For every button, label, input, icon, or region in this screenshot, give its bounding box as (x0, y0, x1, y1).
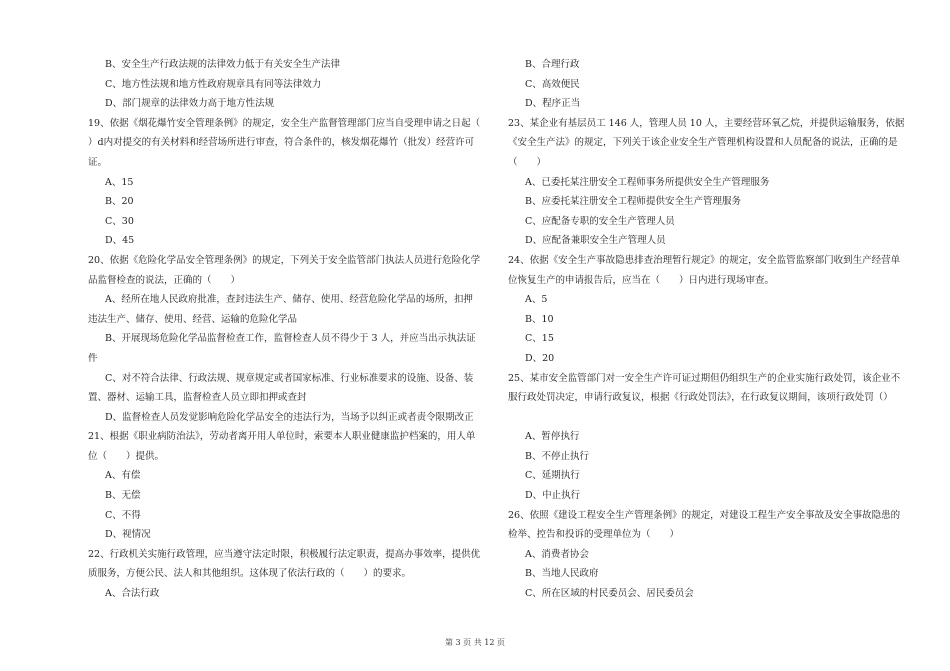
answer-option: C、15 (525, 333, 554, 345)
answer-option: C、延期执行 (525, 470, 580, 482)
question-text: 23、某企业有基层员工 146 人，管理人员 10 人，主要经营环氧乙烷，并提供运输服务，依据 (508, 117, 905, 129)
answer-option: C、所在区域的村民委员会、居民委员会 (525, 588, 694, 600)
answer-option: A、已委托某注册安全工程师事务所提供安全生产管理服务 (525, 176, 770, 188)
question-text (508, 408, 906, 428)
answer-option: C、高效便民 (525, 78, 580, 90)
answer-option: B、20 (105, 196, 134, 208)
answer-option: C、应配备专职的安全生产管理人员 (525, 215, 675, 227)
right-column (508, 55, 906, 604)
answer-option: D、20 (525, 352, 555, 364)
answer-option: D、程序正当 (525, 98, 581, 110)
answer-option: A、消费者协会 (525, 548, 589, 560)
question-text: 24、依据《安全生产事故隐患排查治理暂行规定》的规定，安全监管监察部门收到生产经营单 (508, 254, 901, 266)
question-text: 置、器材、运输工具，监督检查人员立即扣押或查封 (88, 392, 307, 404)
answer-option: A、暂停执行 (525, 431, 580, 443)
answer-option: B、开展现场危险化学品监督检查工作，监督检查人员不得少于 3 人，并应当出示执法证 (105, 333, 476, 345)
question-text: （ ） (508, 156, 547, 168)
question-text: 26、依照《建设工程安全生产管理条例》的规定，对建设工程生产安全事故及安全事故隐患的 (508, 509, 901, 521)
question-text: 品监督检查的说法，正确的（ ） (88, 274, 241, 286)
answer-option: D、应配备兼职安全生产管理人员 (525, 235, 666, 247)
answer-option: B、10 (525, 313, 554, 325)
answer-option: C、对不符合法律、行政法规、规章规定或者国家标准、行业标准要求的设施、设备、装 (105, 372, 474, 384)
answer-option: D、视情况 (105, 529, 151, 541)
question-text: 件 (88, 352, 98, 364)
question-text: 《安全生产法》的规定，下列关于该企业安全生产管理机构设置和人员配备的说法，正确的是 (508, 137, 898, 149)
left-column (88, 55, 486, 604)
answer-option: B、合理行政 (525, 59, 580, 70)
page-footer: 第 3 页 共 12 页 (445, 638, 505, 647)
question-text: 20、依据《危险化学品安全管理条例》的规定，下列关于安全监管部门执法人员进行危险化学 (88, 254, 481, 266)
question-text: 25、某市安全监管部门对一安全生产许可证过期但仍组织生产的企业实施行政处罚，该企业不 (508, 372, 901, 384)
question-text: 22、行政机关实施行政管理，应当遵守法定时限，积极履行法定职责，提高办事效率，提供优 (88, 548, 481, 560)
answer-option: A、5 (525, 294, 548, 306)
answer-option: A、有偿 (105, 470, 141, 482)
answer-option: C、地方性法规和地方性政府规章具有同等法律效力 (105, 78, 322, 90)
answer-option: A、合法行政 (105, 588, 160, 600)
question-text: 21、根据《职业病防治法》，劳动者离开用人单位时，索要本人职业健康监护档案的，用人单 (88, 431, 476, 443)
answer-option: C、不得 (105, 509, 141, 521)
answer-option: A、经所在地人民政府批准，查封违法生产、储存、使用、经营危险化学品的场所，扣押 (105, 294, 473, 306)
question-text: 违法生产、储存、使用、经营、运输的危险化学品 (88, 313, 298, 325)
answer-option: B、应委托某注册安全工程师提供安全生产管理服务 (525, 196, 741, 208)
answer-option: A、15 (105, 176, 134, 188)
answer-option: D、监督检查人员发觉影响危险化学品安全的违法行为，当场予以纠正或者责令限期改正 (105, 411, 474, 423)
question-text: 位恢复生产的申请报告后，应当在（ ）日内进行现场审查。 (508, 274, 775, 286)
answer-option: D、部门规章的法律效力高于地方性法规 (105, 98, 275, 110)
question-text: 位（ ）提供。 (88, 450, 165, 462)
question-text: 19、依据《烟花爆竹安全管理条例》的规定，安全生产监督管理部门应当自受理申请之日起（ (88, 117, 481, 129)
answer-option: B、当地人民政府 (525, 568, 599, 580)
answer-option: D、中止执行 (525, 490, 581, 502)
answer-option: B、不停止执行 (525, 450, 589, 462)
question-text: 检举、控告和投诉的受理单位为（ ） (508, 529, 680, 541)
question-text: 证。 (88, 156, 108, 168)
question-text: 服行政处罚决定，申请行政复议，根据《行政处罚法》，在行政复议期间，该项行政处罚（） (508, 392, 893, 404)
answer-option: B、无偿 (105, 490, 141, 502)
answer-option: B、安全生产行政法规的法律效力低于有关安全生产法律 (105, 59, 340, 70)
question-text: ）d内对提交的有关材料和经营场所进行审查，符合条件的，核发烟花爆竹（批发）经营许可 (88, 137, 475, 149)
answer-option: C、30 (105, 215, 134, 227)
question-text: 质服务，方便公民、法人和其他组织。这体现了依法行政的（ ）的要求。 (88, 568, 412, 580)
answer-option: D、45 (105, 235, 135, 247)
